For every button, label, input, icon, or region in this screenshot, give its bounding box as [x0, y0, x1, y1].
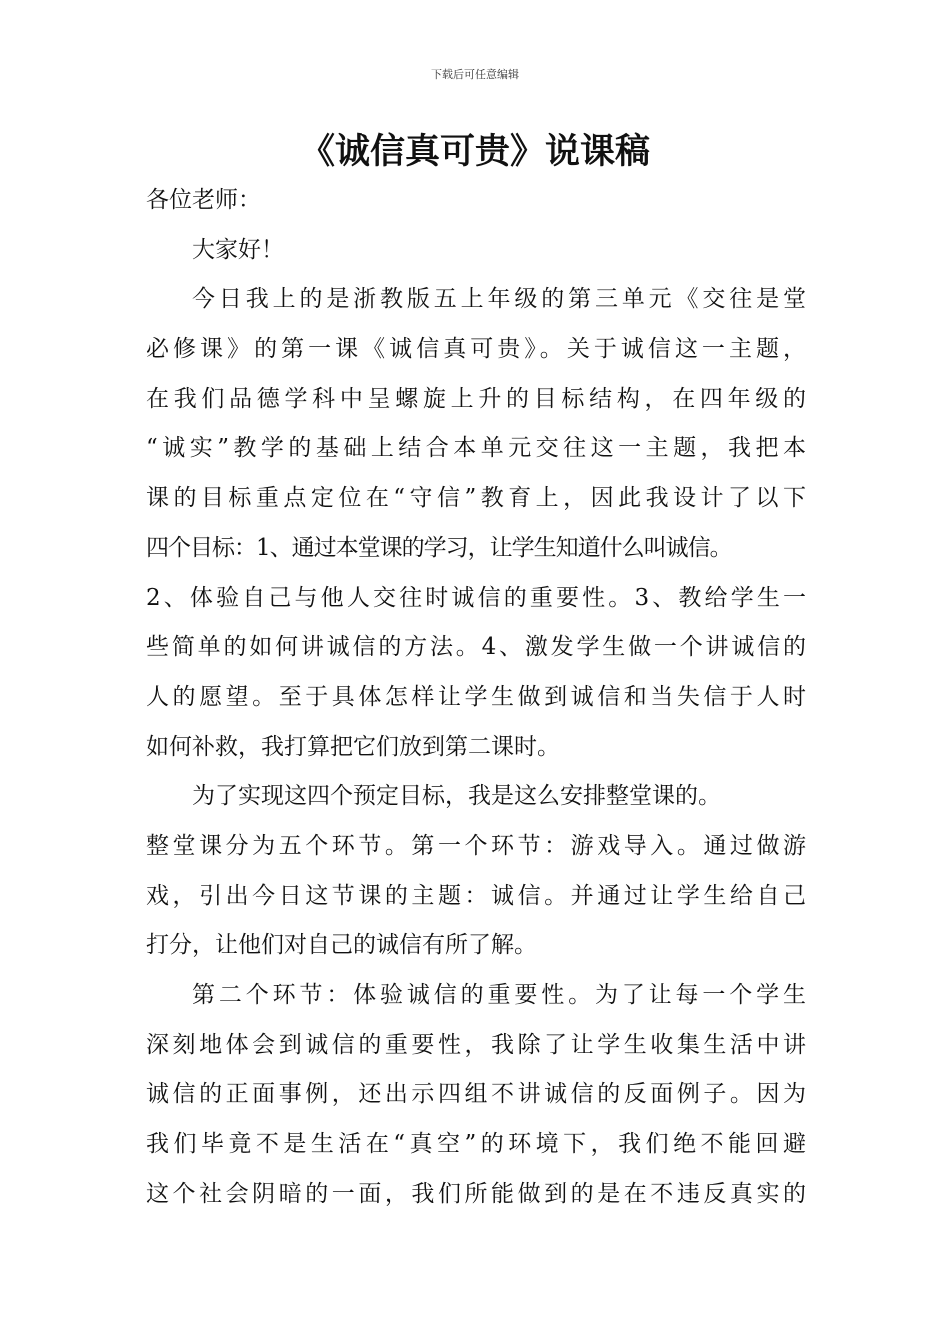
paragraph-line: 深刻地体会到诚信的重要性，我除了让学生收集生活中讲 — [146, 1031, 806, 1058]
paragraph-line: 我们毕竟不是生活在“真空”的环境下，我们绝不能回避 — [146, 1131, 806, 1158]
paragraph-line: 戏，引出今日这节课的主题：诚信。并通过让学生给自己 — [146, 882, 806, 909]
header-note: 下载后可任意编辑 — [431, 68, 519, 81]
greeting-line: 大家好！ — [192, 236, 284, 263]
paragraph-line: 这个社会阴暗的一面，我们所能做到的是在不违反真实的 — [146, 1180, 806, 1207]
paragraph-line: 人的愿望。至于具体怎样让学生做到诚信和当失信于人时 — [146, 683, 806, 710]
paragraph-line: 如何补救，我打算把它们放到第二课时。 — [146, 733, 560, 760]
salutation-line: 各位老师： — [146, 187, 261, 213]
paragraph-line: 2、体验自己与他人交往时诚信的重要性。3、教给学生一 — [146, 584, 806, 611]
paragraph-line: 些简单的如何讲诚信的方法。4、激发学生做一个讲诚信的 — [146, 634, 806, 661]
paragraph-line: 整堂课分为五个环节。第一个环节：游戏导入。通过做游 — [146, 832, 806, 859]
paragraph-line: 打分，让他们对自己的诚信有所了解。 — [146, 932, 537, 959]
paragraph-line: 为了实现这四个预定目标，我是这么安排整堂课的。 — [192, 783, 721, 810]
paragraph-line: 今日我上的是浙教版五上年级的第三单元《交往是堂 — [192, 286, 806, 313]
paragraph-line: 课的目标重点定位在“守信”教育上，因此我设计了以下 — [146, 485, 806, 512]
paragraph-line: “诚实”教学的基础上结合本单元交往这一主题，我把本 — [146, 435, 806, 462]
paragraph-line: 第二个环节：体验诚信的重要性。为了让每一个学生 — [192, 982, 806, 1008]
document-title: 《诚信真可贵》说课稿 — [299, 132, 650, 172]
document-body — [146, 176, 806, 1219]
paragraph-line: 四个目标：1、通过本堂课的学习，让学生知道什么叫诚信。 — [146, 534, 732, 561]
paragraph-line: 在我们品德学科中呈螺旋上升的目标结构，在四年级的 — [146, 385, 806, 412]
paragraph-line: 诚信的正面事例，还出示四组不讲诚信的反面例子。因为 — [146, 1081, 806, 1108]
paragraph-line: 必修课》的第一课《诚信真可贵》。关于诚信这一主题， — [146, 336, 806, 363]
